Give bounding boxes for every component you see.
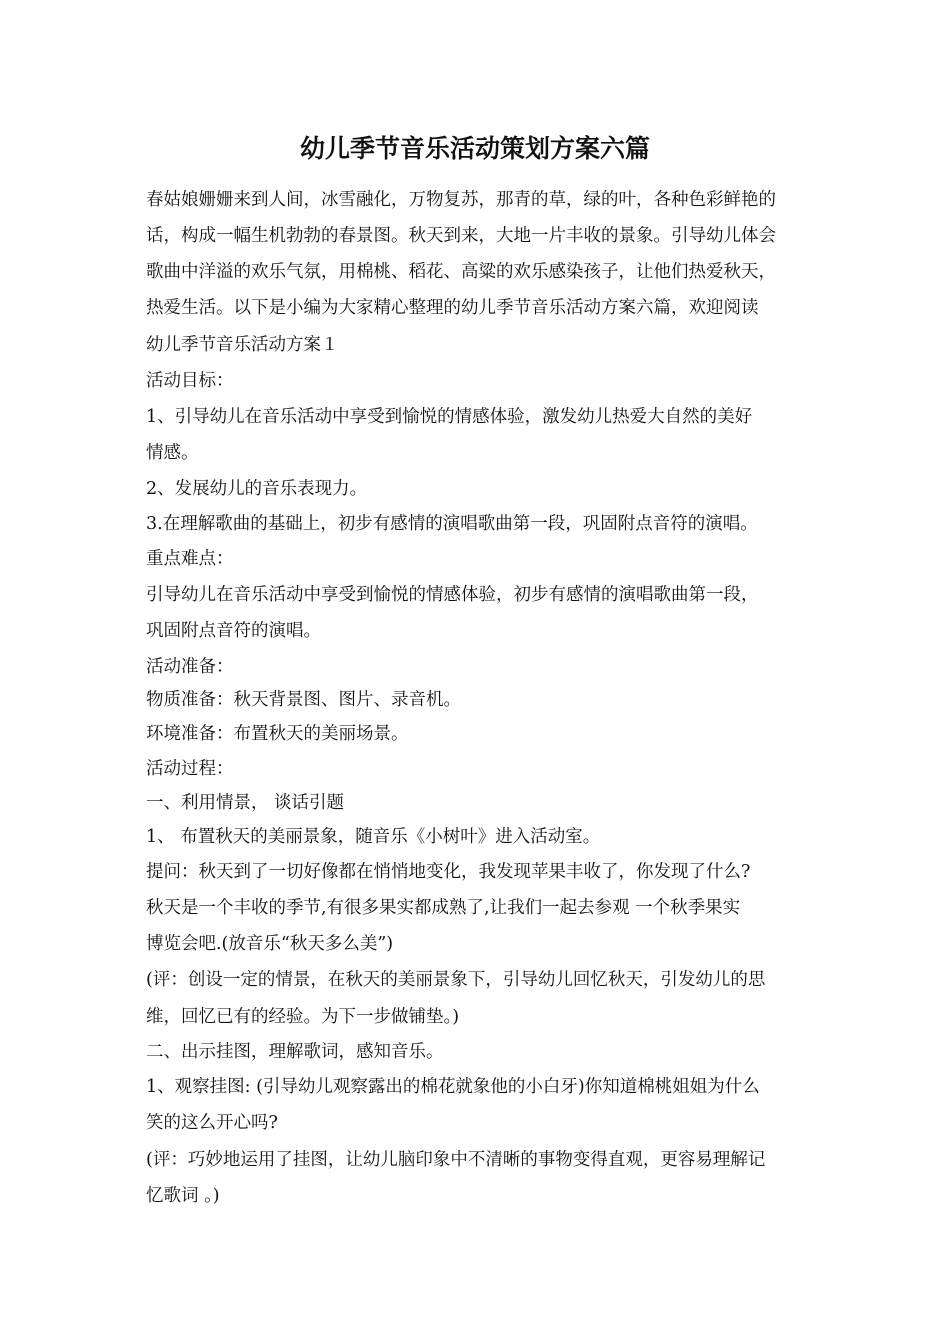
text-line: 歌曲中洋溢的欢乐气氛，用棉桃、稻花、高粱的欢乐感染孩子，让他们热爱秋天， xyxy=(146,262,776,282)
text-line: 重点难点： xyxy=(146,549,234,569)
text-line: 春姑娘姗姗来到人间，冰雪融化，万物复苏，那青的草，绿的叶，各种色彩鲜艳的 xyxy=(146,190,776,210)
text-line: 幼儿季节音乐活动方案１ xyxy=(146,335,339,355)
text-line: 情感。 xyxy=(146,443,199,463)
text-line: 笑的这么开心吗? xyxy=(146,1113,278,1133)
text-line: 巩固附点音符的演唱。 xyxy=(146,621,321,641)
text-line: 活动目标： xyxy=(146,371,234,391)
text-line: (评：巧妙地运用了挂图，让幼儿脑印象中不清晰的事物变得直观，更容易理解记 xyxy=(146,1150,766,1170)
text-line: 1、观察挂图: (引导幼儿观察露出的棉花就象他的小白牙)你知道棉桃姐姐为什么 xyxy=(146,1077,760,1097)
text-line: 一、利用情景， 谈话引题 xyxy=(146,793,345,813)
text-line: 话，构成一幅生机勃勃的春景图。秋天到来，大地一片丰收的景象。引导幼儿体会 xyxy=(146,226,776,246)
text-line: 1、 布置秋天的美丽景象，随音乐《小树叶》进入活动室。 xyxy=(146,827,601,847)
text-line: 活动准备： xyxy=(146,657,234,677)
text-line: 环境准备：布置秋天的美丽场景。 xyxy=(146,724,409,744)
text-line: 引导幼儿在音乐活动中享受到愉悦的情感体验，初步有感情的演唱歌曲第一段， xyxy=(146,585,759,605)
text-line: 2、发展幼儿的音乐表现力。 xyxy=(146,479,368,499)
text-line: 秋天是一个丰收的季节,有很多果实都成熟了,让我们一起去参观 一个秋季果实 xyxy=(146,898,741,918)
text-line: 忆歌词 。) xyxy=(146,1186,220,1206)
text-line: 维，回忆已有的经验。为下一步做铺垫。) xyxy=(146,1007,460,1027)
text-line: 1、引导幼儿在音乐活动中享受到愉悦的情感体验，激发幼儿热爱大自然的美好 xyxy=(146,407,753,427)
text-line: 博览会吧.(放音乐“秋天多么美”) xyxy=(146,934,394,954)
document-title: 幼儿季节音乐活动策划方案六篇 xyxy=(299,134,650,163)
text-line: 活动过程： xyxy=(146,759,234,779)
text-line: 二、出示挂图，理解歌词，感知音乐。 xyxy=(146,1042,444,1062)
text-line: 3.在理解歌曲的基础上，初步有感情的演唱歌曲第一段，巩固附点音符的演唱。 xyxy=(146,514,758,534)
text-line: (评：创设一定的情景，在秋天的美丽景象下，引导幼儿回忆秋天，引发幼儿的思 xyxy=(146,970,766,990)
text-line: 热爱生活。以下是小编为大家精心整理的幼儿季节音乐活动方案六篇，欢迎阅读 xyxy=(146,298,759,318)
text-line: 物质准备：秋天背景图、图片、录音机。 xyxy=(146,690,461,710)
text-line: 提问：秋天到了一切好像都在悄悄地变化，我发现苹果丰收了，你发现了什么? xyxy=(146,862,751,882)
